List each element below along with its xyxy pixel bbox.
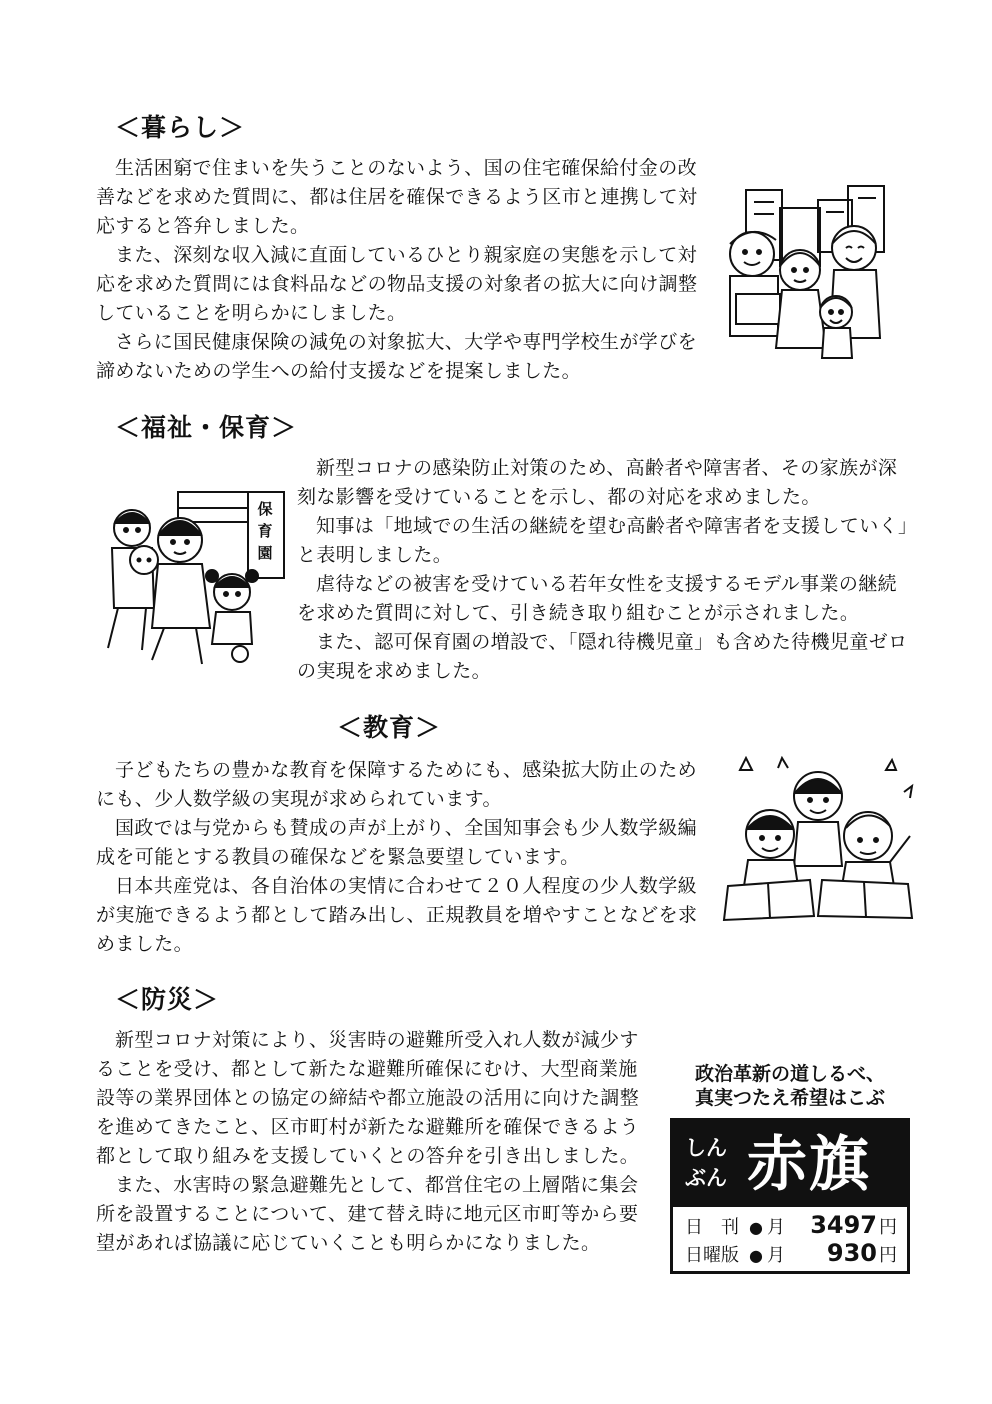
kyoiku-paragraph-3: 日本共産党は、各自治体の実情に合わせて２０人程度の少人数学級が実施できるよう都として踏み出し、正規教員を増やすことなどを求めました。 — [96, 875, 698, 955]
ad-row-label: 日曜版 — [685, 1245, 739, 1266]
kyoiku-heading: ＜教育＞ — [337, 713, 442, 742]
ad-small-line-2: ぶん — [685, 1166, 727, 1190]
kurashi-paragraph-3: さらに国民健康保険の減免の対象拡大、大学や専門学校生が学びを諦めないための学生への給付支援などを提案しました。 — [96, 331, 698, 382]
fukushi-paragraph-4: また、認可保育園の増設で、「隠れ待機児童」も含めた待機児童ゼロの実現を求めました。 — [297, 631, 908, 682]
nursery-sign: 保育園 — [257, 500, 273, 562]
family-illustration — [718, 178, 898, 368]
kyoiku-paragraph-1: 子どもたちの豊かな教育を保障するためにも、感染拡大防止のためにも、少人数学級の実現が求められています。 — [96, 759, 698, 810]
bosai-paragraph-1: 新型コロナ対策により、災害時の避難所受入れ人数が減少することを受け、都として新たな避難所確保にむけ、大型商業施設等の業界団体との協定の締結や都立施設の活用に向けた調整を進めてきたこと、区市町村が新たな避難所を確保できるよう都として取り組みを支援していくとの答弁を引き出しました。 — [96, 1029, 640, 1167]
kurashi-body — [96, 154, 706, 386]
ad-title: 赤旗 — [747, 1130, 871, 1200]
kurashi-paragraph-1: 生活困窮で住まいを失うことのないよう、国の住宅確保給付金の改善などを求めた質問に、都は住居を確保できるよう区市と連携して対応すると答弁しました。 — [96, 157, 698, 237]
fukushi-paragraph-2: 知事は「地域での生活の継続を望む高齢者や障害者を支援していく」と表明しました。 — [297, 515, 908, 566]
ad-row-yen: 円 — [879, 1245, 897, 1266]
ad-row-unit: 月 — [767, 1217, 785, 1238]
fukushi-body — [297, 454, 909, 686]
ad-row-price: 3497 — [810, 1211, 877, 1239]
ad-prices — [673, 1207, 907, 1271]
ad-slogan-line-2: 真実つたえ希望はこぶ — [694, 1087, 885, 1109]
ad-small-text — [685, 1133, 733, 1193]
kurashi-heading: ＜暮らし＞ — [115, 113, 246, 142]
classroom-illustration — [718, 756, 918, 924]
bosai-body — [96, 1026, 644, 1258]
kyoiku-body — [96, 756, 706, 959]
fukushi-paragraph-3: 虐待などの被害を受けている若年女性を支援するモデル事業の継続を求めた質問に対して、引き続き取り組むことが示されました。 — [297, 573, 898, 624]
ad-box — [670, 1118, 910, 1274]
ad-title-band — [673, 1121, 907, 1207]
ad-price-row-sunday — [685, 1239, 897, 1267]
bosai-paragraph-2: また、水害時の緊急避難先として、都営住宅の上層階に集会所を設置することについて、建て替え時に地元区市町等から要望があれば協議に応じていくことも明らかになりました。 — [96, 1174, 639, 1254]
fukushi-heading: ＜福祉・保育＞ — [115, 413, 298, 442]
nursery-illustration — [92, 488, 288, 673]
akahata-ad — [670, 1062, 910, 1274]
ad-row-yen: 円 — [879, 1217, 897, 1238]
kurashi-paragraph-2: また、深刻な収入減に直面しているひとり親家庭の実態を示して対応を求めた質問には食料品などの物品支援の対象者の拡大に向け調整していることを明らかにしました。 — [96, 244, 698, 324]
ad-slogan-line-1: 政治革新の道しるべ、 — [694, 1063, 885, 1085]
bullet-icon: ● — [749, 1246, 763, 1265]
kyoiku-paragraph-2: 国政では与党からも賛成の声が上がり、全国知事会も少人数学級編成を可能とする教員の確保などを緊急要望しています。 — [96, 817, 698, 868]
bullet-icon: ● — [749, 1218, 763, 1237]
bosai-heading: ＜防災＞ — [115, 985, 220, 1014]
ad-price-row-daily — [685, 1211, 897, 1239]
fukushi-paragraph-1: 新型コロナの感染防止対策のため、高齢者や障害者、その家族が深刻な影響を受けていることを示し、都の対応を求めました。 — [297, 457, 898, 508]
ad-row-label: 日 刊 — [685, 1217, 739, 1238]
ad-small-line-1: しん — [685, 1136, 727, 1160]
ad-row-price: 930 — [826, 1239, 877, 1267]
ad-row-unit: 月 — [767, 1245, 785, 1266]
